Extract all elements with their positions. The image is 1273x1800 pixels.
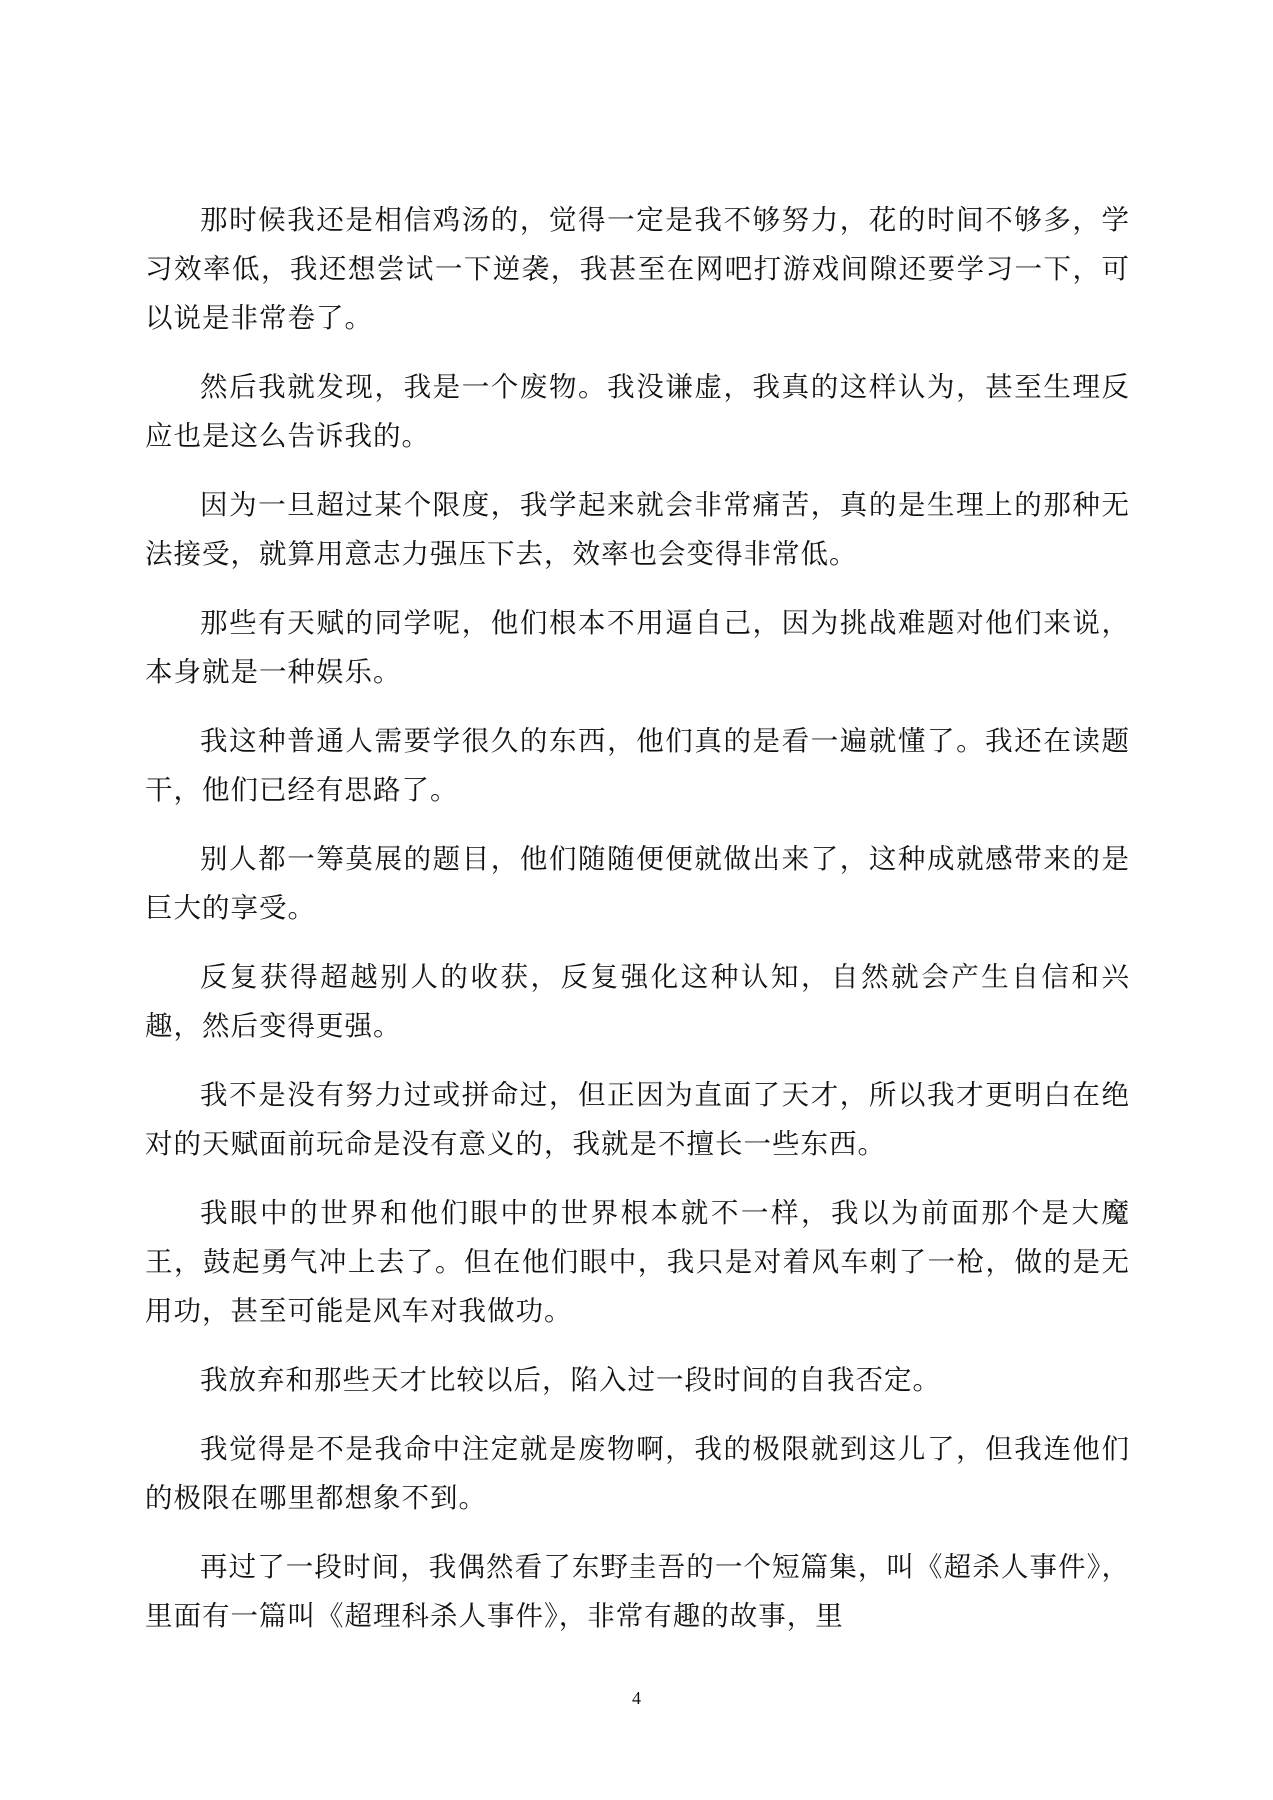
body-text [145,196,1130,1661]
paragraph: 我放弃和那些天才比较以后，陷入过一段时间的自我否定。 [200,1364,941,1396]
paragraph: 再过了一段时间，我偶然看了东野圭吾的一个短篇集，叫《超杀人事件》，里面有一篇叫《超理科杀人事件》，非常有趣的故事，里 [145,1551,1130,1632]
paragraph: 我觉得是不是我命中注定就是废物啊，我的极限就到这儿了，但我连他们的极限在哪里都想象不到。 [145,1433,1130,1514]
paragraph: 那时候我还是相信鸡汤的，觉得一定是我不够努力，花的时间不够多，学习效率低，我还想尝试一下逆袭，我甚至在网吧打游戏间隙还要学习一下，可以说是非常卷了。 [145,204,1130,334]
paragraph: 我不是没有努力过或拼命过，但正因为直面了天才，所以我才更明白在绝对的天赋面前玩命是没有意义的，我就是不擅长一些东西。 [145,1079,1130,1160]
paragraph: 我这种普通人需要学很久的东西，他们真的是看一遍就懂了。我还在读题干，他们已经有思路了。 [145,725,1130,806]
page-number: 4 [632,1688,641,1708]
paragraph: 然后我就发现，我是一个废物。我没谦虚，我真的这样认为，甚至生理反应也是这么告诉我的。 [145,371,1130,452]
paragraph: 我眼中的世界和他们眼中的世界根本就不一样，我以为前面那个是大魔王，鼓起勇气冲上去了。但在他们眼中，我只是对着风车刺了一枪，做的是无用功，甚至可能是风车对我做功。 [145,1197,1130,1327]
paragraph: 反复获得超越别人的收获，反复强化这种认知，自然就会产生自信和兴趣，然后变得更强。 [145,961,1130,1042]
paragraph: 那些有天赋的同学呢，他们根本不用逼自己，因为挑战难题对他们来说，本身就是一种娱乐。 [145,607,1130,688]
paragraph: 因为一旦超过某个限度，我学起来就会非常痛苦，真的是生理上的那种无法接受，就算用意志力强压下去，效率也会变得非常低。 [145,489,1130,570]
paragraph: 别人都一筹莫展的题目，他们随随便便就做出来了，这种成就感带来的是巨大的享受。 [145,843,1130,924]
